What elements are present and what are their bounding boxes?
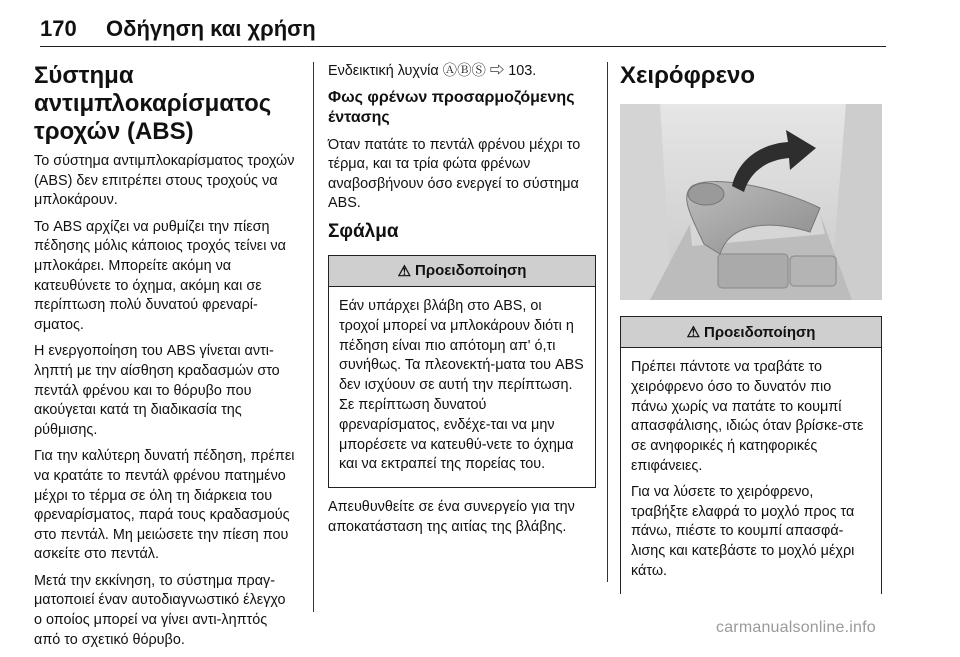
handbrake-illustration <box>620 104 882 300</box>
abs-paragraph: Για την καλύτερη δυνατή πέδηση, πρέπει να κρατάτε το πεντάλ φρένου πατημένο μέχρι το τέρμα σε όλη τη διάρκεια του φρεναρίσματος, παρά τους κραδασμούς στο πεντάλ. Μη μειώσετε την πίεση που ασκείτε στο πεντάλ. <box>34 448 295 563</box>
abs-paragraph: Μετά την εκκίνηση, το σύστημα πραγ-ματοποιεί έναν αυτοδιαγνωστικό έλεγχο ο οποίος μπορεί να γίνει αντι-ληπτός από το σχετικό θόρυβο. <box>34 572 286 648</box>
column-divider <box>313 62 314 612</box>
section-title: Οδήγηση και χρήση <box>106 16 316 41</box>
abs-paragraph: Το ABS αρχίζει να ρυθμίζει την πίεση πέδησης μόλις κάποιος τροχός τείνει να μπλοκάρει. Μπορείτε ακόμη να κατευθύνετε το όχημα, ακόμη και σε περίπτωση πολύ δυνατού φρεναρί-σματος. <box>34 218 286 333</box>
indicator-reference: Ενδεικτική λυχνία ⒶⒷⓈ ⇨ 103. <box>328 63 537 79</box>
page-number: 170 <box>40 16 77 41</box>
brake-light-paragraph: Όταν πατάτε το πεντάλ φρένου μέχρι το τέρμα, και τα τρία φώτα φρένων αναβοσβήνουν όσο ενεργεί το σύστημα ABS. <box>328 136 581 212</box>
warning-icon: ⚠ <box>397 262 412 280</box>
column-abs <box>34 62 296 657</box>
warning-text: Πρέπει πάντοτε να τραβάτε το χειρόφρενο όσο το δυνατόν πιο πάνω χωρίς να πατάτε το κουμπί απασφάλισης, ιδιώς όταν βρίσκε-στε σε ανηφορικές ή κατηφορικές επιφάνειες. <box>631 359 864 474</box>
fault-paragraph: Απευθυνθείτε σε ένα συνεργείο για την αποκατάσταση της αιτίας της βλάβης. <box>328 499 575 535</box>
watermark: carmanualsonline.info <box>716 619 876 636</box>
fault-heading: Σφάλμα <box>328 220 399 242</box>
warning-title: Προειδοποίηση <box>415 262 527 280</box>
handbrake-warning-box <box>620 316 882 594</box>
handbrake-heading: Χειρόφρενο <box>620 62 755 89</box>
abs-heading: Σύστημα αντιμπλοκαρίσματος τροχών (ABS) <box>34 62 272 145</box>
warning-title: Προειδοποίηση <box>704 323 816 341</box>
page-header <box>40 14 886 47</box>
brake-light-heading: Φως φρένων προσαρμοζόμενης έντασης <box>328 88 575 126</box>
column-brake-lights <box>328 62 596 544</box>
warning-text: Εάν υπάρχει βλάβη στο ABS, οι τροχοί μπορεί να μπλοκάρουν διότι η πέδηση είναι πιο απότομη απ' ό,τι συνήθως. Τα πλεονεκτή-ματα του ABS δεν ισχύουν σε αυτή την περίπτωση. Σε περίπτωση δυνατού φρεναρίσματος, ενδέχε-ται να μην μπορέσετε να κατευθύ-νετε το όχημα και να εκτραπεί της πορείας του. <box>339 297 584 473</box>
abs-paragraph: Το σύστημα αντιμπλοκαρίσματος τροχών (ABS) δεν επιτρέπει στους τροχούς να μπλοκάρουν. <box>34 153 295 209</box>
abs-warning-box <box>328 255 596 488</box>
warning-icon: ⚠ <box>686 324 701 341</box>
column-divider <box>607 62 608 582</box>
warning-header <box>329 256 595 287</box>
warning-header <box>621 317 881 348</box>
abs-paragraph: Η ενεργοποίηση του ABS γίνεται αντι-ληπτή με την αίσθηση κραδασμών στο πεντάλ φρένου και το θόρυβο που ακούγεται κατά τη διαδικασία της ρύθμισης. <box>34 343 280 438</box>
warning-text: Για να λύσετε το χειρόφρενο, τραβήξτε ελαφρά το μοχλό προς τα πάνω, πιέστε το κουμπί απασφά-λισης και κατεβάστε το μοχλό μέχρι κάτω. <box>631 483 855 579</box>
column-handbrake <box>620 62 882 604</box>
